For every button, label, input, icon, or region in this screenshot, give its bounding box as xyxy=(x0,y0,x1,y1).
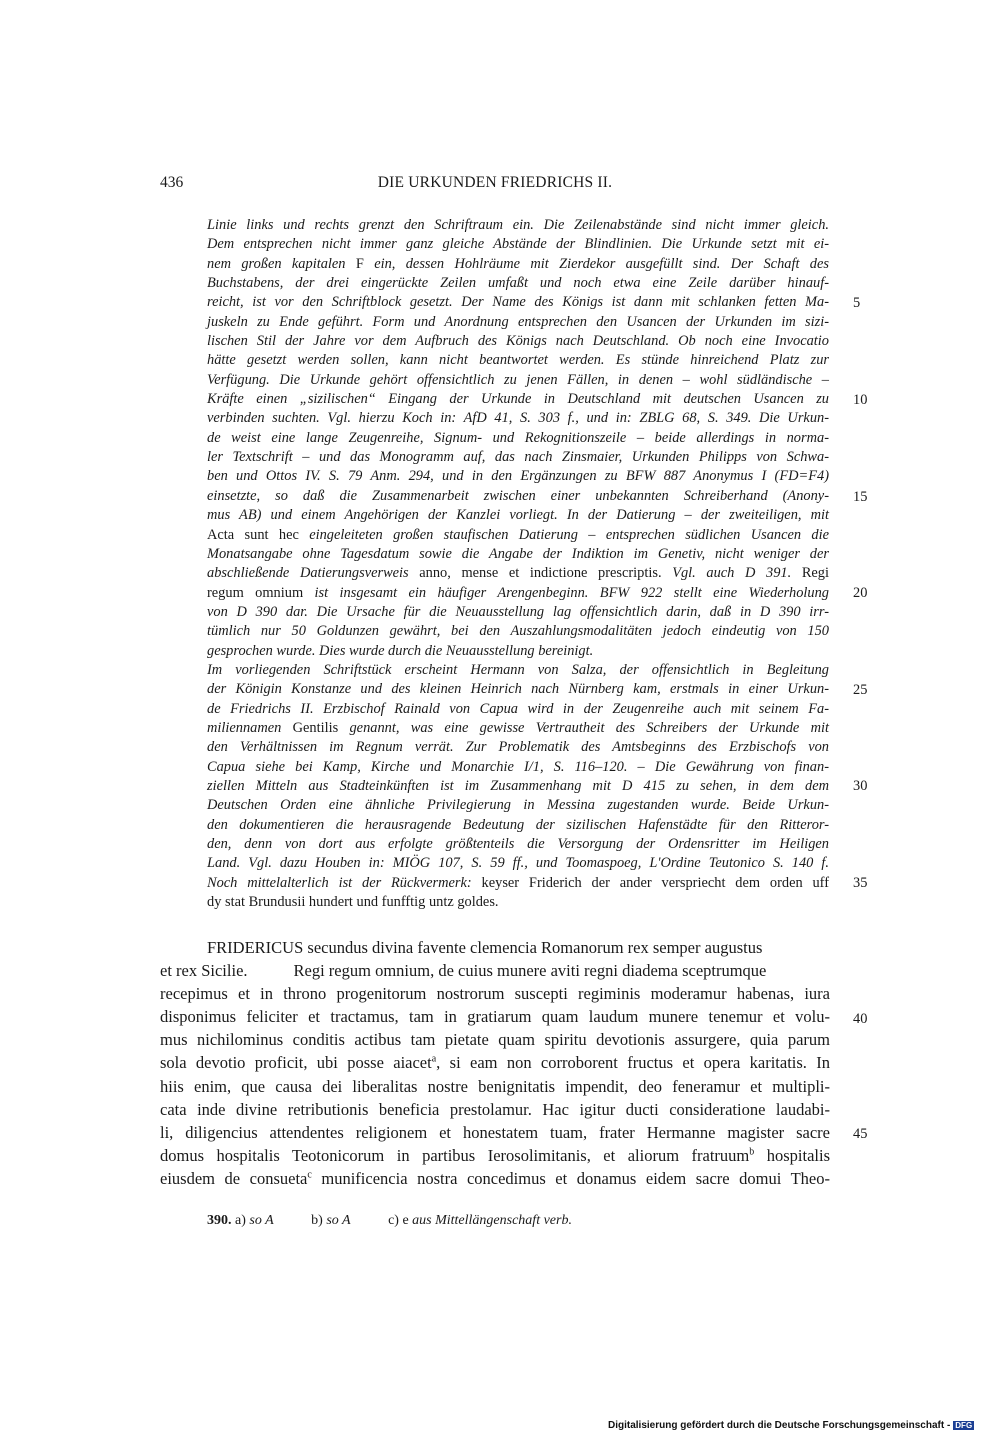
line-number: 40 xyxy=(853,1011,868,1027)
apparatus-mark: c) e xyxy=(388,1213,409,1228)
note-line: den Verhältnissen im Regnum verrät. Zur Problematik des Amtsbeginns des Erzbischofs von xyxy=(207,739,829,756)
charter-line: recepimus et in throno progenitorum nostrorum suscepti regiminis moderamur habenas, iura xyxy=(160,984,830,1004)
note-fragment: ist insgesamt ein häufiger Arengenbeginn. BFW 922 stellt eine Wiederholung xyxy=(303,584,829,601)
line-number: 15 xyxy=(853,489,868,505)
charter-line: li, diligencius attendentes religionem et honestatem tuam, frater Hermanne magister sacre xyxy=(160,1122,830,1142)
note-line: ben und Ottos IV. S. 79 Anm. 294, und in den Ergänzungen zu BFW 887 Anonymus I (FD=F4) xyxy=(207,468,829,485)
charter-line: cata inde divine retributionis beneficia prestolamur. Hac igitur ducti consideratione laudabi- xyxy=(160,1099,830,1119)
apparatus-text: so A xyxy=(326,1213,351,1228)
note-fragment: ein, dessen Hohlräume mit Zierdekor ausgefüllt sind. Der Schaft des xyxy=(363,255,829,272)
note-line: Monatsangabe ohne Tagesdatum sowie die Angabe der Indiktion im Genetiv, nicht weniger der xyxy=(207,545,829,562)
page-header xyxy=(160,174,830,196)
note-fragment: miliennamen xyxy=(207,719,293,736)
charter-fragment: Regi regum omnium, de cuius munere aviti regni diadema sceptrumque xyxy=(293,961,767,981)
charter-fragment: eiusdem de consueta xyxy=(160,1168,308,1188)
charter-line: FRIDERICUS secundus divina favente clemencia Romanorum rex semper augustus xyxy=(207,938,763,957)
dfg-logo-icon: DFG xyxy=(955,1420,973,1430)
charter-fragment: domus hospitalis Teotonicorum in partibus Ierosolimitanis, et aliorum fratruum xyxy=(160,1145,750,1165)
footer-text: Digitalisierung gefördert durch die Deutsche Forschungsgemeinschaft - xyxy=(608,1420,951,1431)
upright-term: Gentilis xyxy=(292,719,339,736)
note-line: Kräfte einen „sizilischen“ Eingang der Urkunde in Deutschland mit deutschen Usancen zu xyxy=(207,391,829,408)
note-line: Verfügung. Die Urkunde gehört offensichtlich zu jenen Fällen, in denen – wohl südländische – xyxy=(207,371,829,388)
note-line: hätte gesetzt werden sollen, kann nicht beantwortet werden. Es stünde hinreichend Platz zur xyxy=(207,352,829,369)
critical-apparatus xyxy=(207,1213,606,1229)
upright-term: Acta sunt hec xyxy=(207,526,299,543)
note-line: tümlich nur 50 Goldunzen gewährt, bei den Auszahlungsmodalitäten jedoch eindeutig von 150 xyxy=(207,623,829,640)
note-line: verbinden suchten. Vgl. hierzu Koch in: AfD 41, S. 303 f., und in: ZBLG 68, S. 349. Die Urkun- xyxy=(207,410,829,427)
line-number: 45 xyxy=(853,1126,868,1142)
note-line: gesprochen wurde. Dies wurde durch die Neuausstellung bereinigt. xyxy=(207,642,594,659)
note-fragment: Vgl. auch D 391. xyxy=(661,565,802,582)
running-title: DIE URKUNDEN FRIEDRICHS II. xyxy=(377,174,613,191)
note-line: Im vorliegenden Schriftstück erscheint Hermann von Salza, der offensichtlich in Begleitung xyxy=(207,661,829,678)
line-number: 30 xyxy=(853,778,868,794)
charter-line: disponimus feliciter et tractamus, tam in gratiarum quam laudum munere tenemur et volu- xyxy=(160,1007,830,1027)
footnote-mark-a: a xyxy=(431,1053,437,1065)
note-line xyxy=(207,255,829,274)
note-line: Deutschen Orden eine ähnliche Privilegierung in Messina zugestanden wurde. Beide Urkun- xyxy=(207,797,829,814)
note-line xyxy=(207,874,829,893)
upright-term: F xyxy=(355,255,364,272)
apparatus-text: aus Mittellängenschaft verb. xyxy=(412,1213,572,1228)
charter-fragment: sola devotio proficit, ubi posse aiacet xyxy=(160,1053,432,1073)
apparatus-mark: a) xyxy=(235,1213,246,1228)
note-line: de Friedrichs II. Erzbischof Rainald von Capua wird in der Zeugenreihe auch mit seinem Fa- xyxy=(207,700,829,717)
preliminary-notes xyxy=(207,216,829,912)
upright-term: regum omnium xyxy=(207,584,304,601)
note-line: de weist eine lange Zeugenreihe, Signum- und Rekognitionszeile – beide allerdings in norma- xyxy=(207,429,829,446)
line-number: 10 xyxy=(853,392,868,408)
note-line: lischen Stil der Jahre vor dem Aufbruch des Königs nach Deutschland. Ob noch eine Invocatio xyxy=(207,333,829,350)
note-line xyxy=(207,564,829,583)
note-line: Capua siehe bei Kamp, Kirche und Monarchie I/1, S. 116–120. – Die Gewährung von finan- xyxy=(207,758,829,775)
note-line xyxy=(207,526,829,545)
charter-line xyxy=(160,1144,830,1167)
charter-fragment: hospitalis xyxy=(754,1145,830,1165)
note-line: mus AB) und einem Angehörigen der Kanzlei vorliegt. In der Datierung – der zweiteiligen, mit xyxy=(207,507,829,524)
charter-line xyxy=(160,1167,830,1190)
charter-line: mus nichilominus conditis actibus tam pietate quam spiritu devotionis assurgere, quia parum xyxy=(160,1030,830,1050)
footnote-mark-c: c xyxy=(307,1169,312,1181)
note-line: Linie links und rechts grenzt den Schriftraum ein. Die Zeilenabstände sind nicht immer gleich. xyxy=(207,217,829,233)
note-fragment: Noch mittelalterlich ist der Rückvermerk: xyxy=(207,874,482,891)
line-number: 20 xyxy=(853,585,868,601)
upright-term: Regi xyxy=(801,565,829,582)
note-line: dy stat Brundusii hundert und funfftig untz goldes. xyxy=(207,894,499,911)
line-number: 25 xyxy=(853,682,868,698)
document-number: 390. xyxy=(207,1213,232,1228)
note-line: von D 390 dar. Die Ursache für die Neuausstellung lag offensichtlich darin, daß in D 390 irr- xyxy=(207,603,829,620)
line-number: 35 xyxy=(853,875,868,891)
line-number: 5 xyxy=(853,295,861,311)
note-line: den, denn von dort aus erfolgte größtenteils die Versorgung der Ordensritter im Heiligen xyxy=(207,836,829,852)
upright-term: anno, mense et indictione prescriptis. xyxy=(419,565,662,582)
charter-fragment: et rex Sicilie. xyxy=(160,961,248,981)
note-line: den dokumentieren die herausragende Bedeutung der sizilischen Hafenstädte für den Ritteror- xyxy=(207,816,829,833)
apparatus-entry-b xyxy=(311,1213,350,1229)
note-line: einsetzte, so daß die Zusammenarbeit zwischen einer unbekannten Schreiberhand (Anony- xyxy=(207,487,829,504)
note-line: Dem entsprechen nicht immer ganz gleiche Abstände der Blindlinien. Die Urkunde setzt mit ei- xyxy=(207,236,829,253)
note-line: juskeln zu Ende geführt. Form und Anordnung entsprechen den Usancen der Urkunden im sizi- xyxy=(207,313,829,330)
apparatus-mark: b) xyxy=(311,1213,323,1228)
note-line: Land. Vgl. dazu Houben in: MIÖG 107, S. 59 ff., und Toomaspoeg, L'Ordine Teutonico S. 140 f. xyxy=(207,855,829,872)
note-fragment: eingeleiteten großen staufischen Datierung – entsprechen südlichen Usancen die xyxy=(298,526,829,543)
note-fragment: nem großen kapitalen xyxy=(207,255,356,272)
charter-line xyxy=(160,1051,830,1074)
charter-line xyxy=(160,959,830,982)
note-line xyxy=(207,719,829,738)
note-fragment: genannt, was eine gewisse Vertrautheit des Schreibers der Urkunde mit xyxy=(338,719,829,736)
page-number: 436 xyxy=(160,174,184,191)
note-line: reicht, ist vor den Schriftblock gesetzt. Der Name des Königs ist dann mit schlanken fetten Ma- xyxy=(207,294,829,311)
note-line: Buchstabens, der drei eingerückte Zeilen umfaßt und noch etwa eine Zeile darüber hinauf- xyxy=(207,275,829,292)
apparatus-entry-a xyxy=(207,1213,274,1229)
apparatus-text: so A xyxy=(249,1213,274,1228)
note-line: ziellen Mitteln aus Stadteinkünften ist im Zusammenhang mit D 415 zu sehen, in dem dem xyxy=(207,777,829,794)
note-fragment: abschließende Datierungsverweis xyxy=(207,565,420,582)
footnote-mark-b: b xyxy=(749,1146,755,1158)
dorsal-note: keyser Friderich der ander verspriecht dem orden uff xyxy=(481,874,829,891)
apparatus-entry-c xyxy=(388,1213,572,1229)
funding-footer xyxy=(608,1420,974,1431)
charter-fragment: , si eam non corroborent fructus et opera karitatis. In xyxy=(436,1053,830,1073)
note-line: der Königin Konstanze und des kleinen Heinrich nach Nürnberg kam, erstmals in einer Urkun- xyxy=(207,681,829,698)
note-line xyxy=(207,584,829,603)
note-line: ler Textschrift – und das Monogramm auf, das nach Zinsmaier, Urkunden Philipps von Schwa- xyxy=(207,449,829,466)
charter-line: hiis enim, que causa dei liberalitas nostre benignitatis impendit, deo feneramur et multipli- xyxy=(160,1076,830,1096)
charter-text xyxy=(160,936,830,1190)
charter-fragment: munificencia nostra concedimus et donamus eidem sacre domui Theo- xyxy=(311,1168,830,1188)
